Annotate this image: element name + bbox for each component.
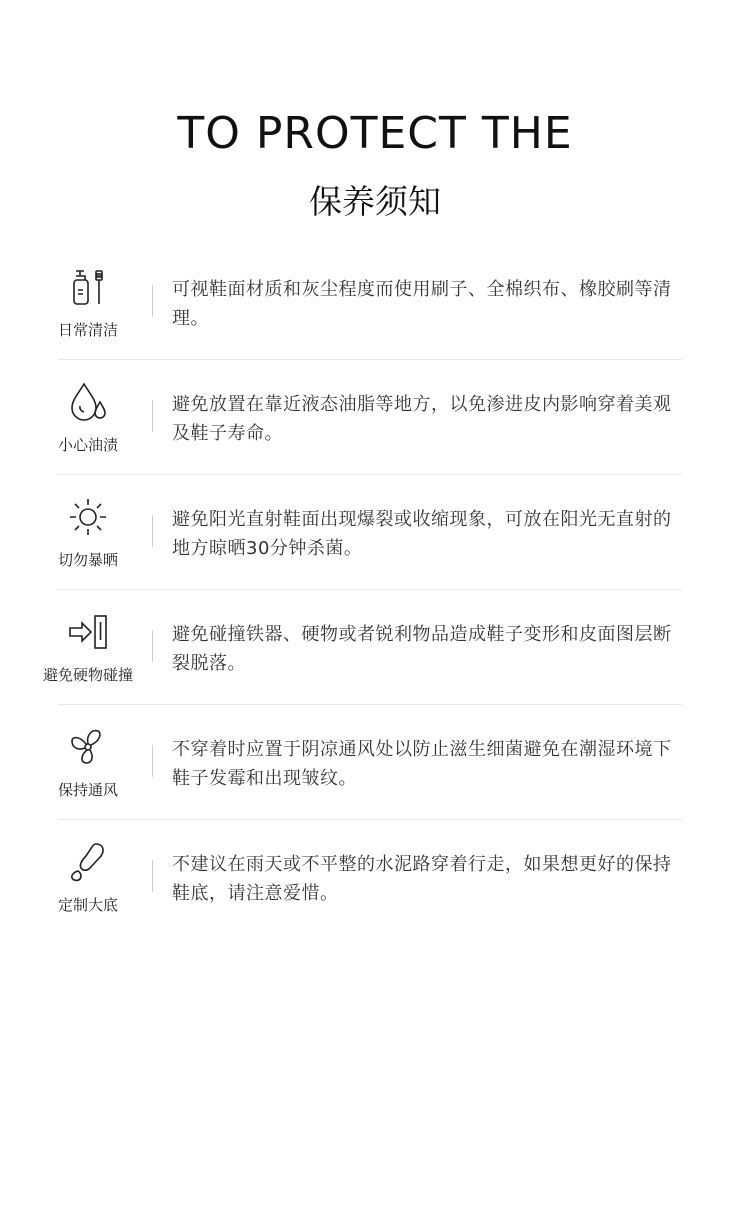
care-item-icon-col — [28, 265, 148, 340]
care-item-description: 避免阳光直射鞋面出现爆裂或收缩现象，可放在阳光无直射的地方晾晒30分钟杀菌。 — [172, 509, 672, 559]
care-list — [42, 245, 682, 935]
care-item-label: 定制大底 — [57, 896, 118, 914]
care-item-ventilation — [58, 705, 682, 820]
care-item-description: 可视鞋面材质和灰尘程度而使用刷子、全棉织布、橡胶刷等清理。 — [172, 279, 672, 329]
fan-icon — [66, 725, 110, 769]
care-item-label: 保持通风 — [57, 781, 118, 799]
care-item-description: 不穿着时应置于阴凉通风处以防止滋生细菌避免在潮湿环境下鞋子发霉和出现皱纹。 — [172, 739, 672, 789]
care-item-no-sun — [58, 475, 682, 590]
care-item-daily-cleaning — [58, 245, 682, 360]
care-item-label: 切勿暴晒 — [57, 551, 118, 569]
vertical-divider — [152, 400, 153, 432]
care-item-description: 不建议在雨天或不平整的水泥路穿着行走，如果想更好的保持鞋底，请注意爱惜。 — [172, 854, 672, 904]
arrow-to-wall-icon — [66, 610, 110, 654]
vertical-divider — [152, 630, 153, 662]
care-item-description: 避免碰撞铁器、硬物或者锐利物品造成鞋子变形和皮面图层断裂脱落。 — [172, 624, 672, 674]
vertical-divider — [152, 285, 153, 317]
care-item-oil-stain — [58, 360, 682, 475]
cleaning-bottle-brush-icon — [66, 265, 110, 309]
care-item-icon-col — [28, 495, 148, 570]
care-item-icon-col — [28, 840, 148, 915]
care-item-icon-col — [28, 725, 148, 800]
care-item-avoid-impact — [42, 590, 682, 705]
care-item-icon-col — [28, 610, 148, 685]
shoe-sole-icon — [66, 840, 110, 884]
page-title-chinese: 保养须知 — [309, 182, 441, 221]
vertical-divider — [152, 515, 153, 547]
page-title-english: TO PROTECT THE — [177, 108, 573, 159]
oil-drop-icon — [66, 380, 110, 424]
sun-icon — [66, 495, 110, 539]
care-item-label: 避免硬物碰撞 — [42, 666, 133, 684]
care-item-label: 日常清洁 — [57, 321, 118, 339]
care-item-icon-col — [28, 380, 148, 455]
care-item-label: 小心油渍 — [57, 436, 118, 454]
care-item-description: 避免放置在靠近液态油脂等地方，以免渗进皮内影响穿着美观及鞋子寿命。 — [172, 394, 672, 444]
care-item-custom-sole — [58, 820, 682, 935]
vertical-divider — [152, 860, 153, 892]
vertical-divider — [152, 745, 153, 777]
